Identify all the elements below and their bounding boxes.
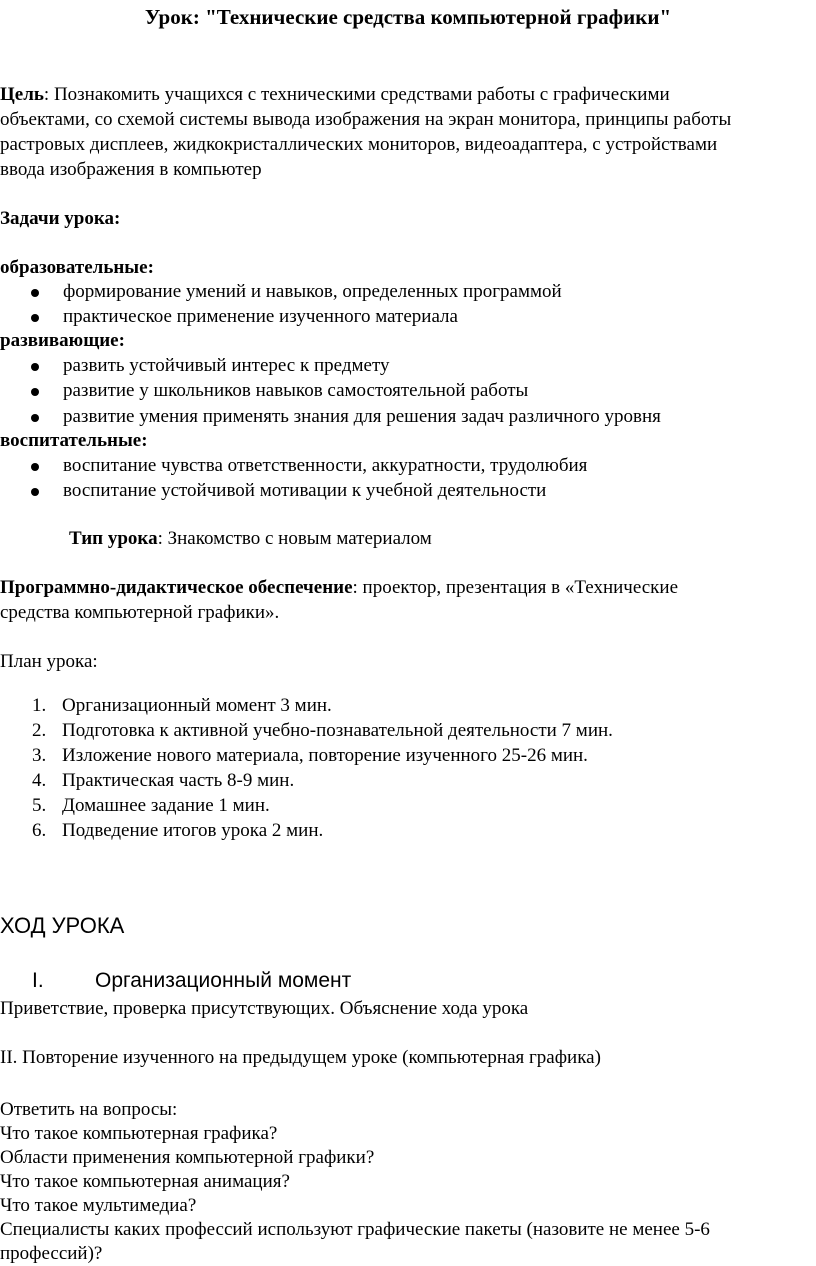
- plan-heading: План урока:: [0, 651, 98, 672]
- question-item: Что такое мультимедиа?: [0, 1195, 197, 1216]
- question-item: Области применения компьютерной графики?: [0, 1147, 375, 1168]
- course-heading: ХОД УРОКА: [0, 913, 125, 938]
- bullet-icon: [31, 314, 39, 322]
- lesson-type-label: Тип урока: [69, 528, 158, 549]
- section-1-number: I.: [32, 969, 44, 992]
- question-item: Что такое компьютерная анимация?: [0, 1171, 290, 1192]
- section-2-number: II.: [0, 1047, 18, 1068]
- section-2-heading: [0, 1045, 601, 1070]
- developing-heading: развивающие:: [0, 330, 125, 351]
- lesson-type: Тип урока: Знакомство с новым материалом: [69, 528, 432, 549]
- goal-line-2: объектами, со схемой системы вывода изображения на экран монитора, принципы работы: [0, 109, 732, 130]
- question-item: профессий)?: [0, 1243, 103, 1264]
- bullet-icon: [31, 414, 39, 422]
- goal-label: Цель: [0, 84, 44, 105]
- questions-intro: Ответить на вопросы:: [0, 1099, 178, 1120]
- lesson-title: Урок: "Технические средства компьютерной графики": [144, 5, 672, 29]
- bullet-icon: [31, 363, 39, 371]
- bullet-icon: [31, 488, 39, 496]
- bullet-icon: [31, 289, 39, 297]
- educational-heading: образовательные:: [0, 257, 154, 278]
- upbringing-heading: воспитательные:: [0, 430, 148, 451]
- bullet-icon: [31, 388, 39, 396]
- section-1-text: Приветствие, проверка присутствующих. Объяснение хода урока: [0, 998, 529, 1019]
- goal-line-1: Цель: Познакомить учащихся с техническими средствами работы с графическими: [0, 84, 670, 105]
- goal-line-3: растровых дисплеев, жидкокристаллических мониторов, видеоадаптера, с устройствами: [0, 134, 718, 155]
- support-line-2: средства компьютерной графики».: [0, 602, 280, 623]
- tasks-heading: Задачи урока:: [0, 208, 121, 229]
- bullet-icon: [31, 463, 39, 471]
- support-line-1: Программно-дидактическое обеспечение: проектор, презентация в «Технические: [0, 577, 679, 598]
- goal-line-4: ввода изображения в компьютер: [0, 159, 262, 180]
- document-page: Урок: "Технические средства компьютерной графики" Цель: Познакомить учащихся с техническими средствами работы с графическими объектами, со схемой системы вывода изображения на экран монитора, принципы работы растровых дисплеев, жидкокристаллических мониторов, видеоадаптера, с устройствами ввода изображения в компьютер Задачи урока: образовательные: формирование умений и навыков, определенных программой практическое применение изученного материала развивающие: развить устойчивый интерес к предмету развитие у школьников навыков самостоятельной работы развитие умения применять знания для решения задач различного уровня воспитательные: воспитание чувства ответственности, аккуратности, трудолюбия воспитание устойчивой мотивации к учебной деятельности Тип урока: Знакомство с новым материалом Программно-дидактическое обеспечение: проектор, презентация в «Технические средства компьютерной графики». План урока: 1. Организационный момент 3 мин. 2. Подготовка к активной учебно-познавательной деятельности 7 мин. 3. Изложение нового материала, повторение изученного 25-26 мин. 4. Практическая часть 8-9 мин. 5. Домашнее задание 1 мин. 6. Подведение итогов урока 2 мин. ХОД УРОКА I. Организационный момент Приветствие, проверка присутствующих. Объяснение хода урока II. Повторение изученного на предыдущем уроке (компьютерная графика) Ответить на вопросы: Что такое компьютерная графика? Области применения компьютерной графики? Что такое компьютерная анимация? Что такое мультимедиа? Специалисты каких профессий используют графические пакеты (назовите не менее 5-6 профессий)?: [0, 0, 816, 1266]
- section-1-title: Организационный момент: [95, 969, 352, 992]
- question-item: Специалисты каких профессий используют графические пакеты (назовите не менее 5-6: [0, 1219, 710, 1240]
- support-label: Программно-дидактическое обеспечение: [0, 577, 353, 598]
- section-2-title: Повторение изученного на предыдущем уроке (компьютерная графика): [17, 1047, 601, 1068]
- question-item: Что такое компьютерная графика?: [0, 1123, 278, 1144]
